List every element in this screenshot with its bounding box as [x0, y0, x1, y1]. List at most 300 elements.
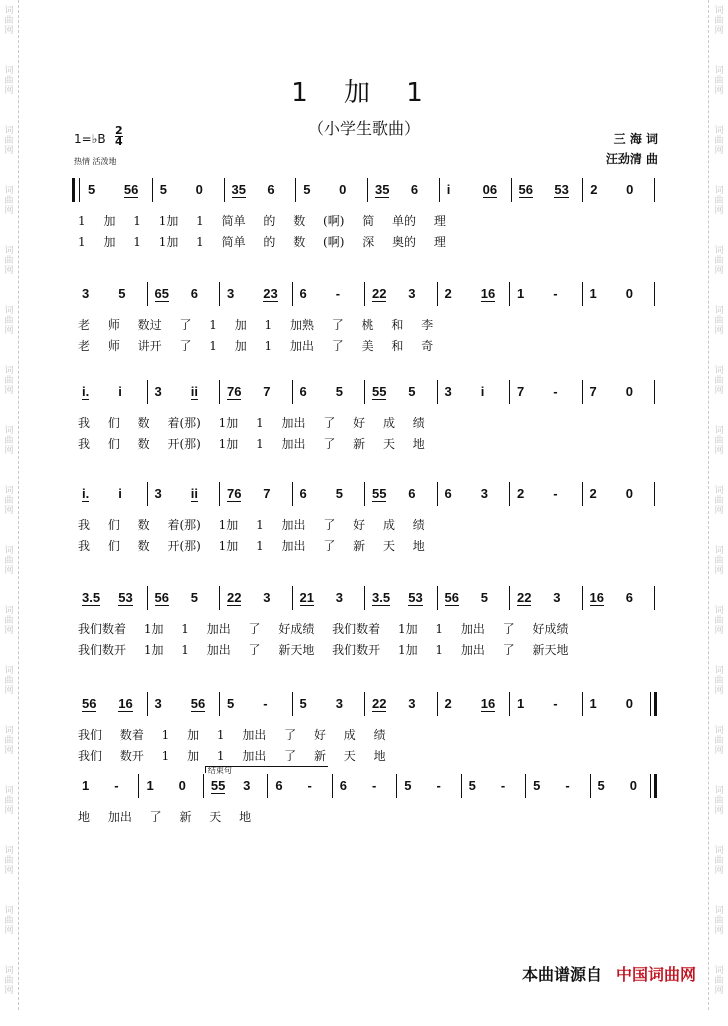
watermark-char: 曲 [4, 856, 14, 866]
final-barline [650, 774, 657, 798]
watermark-char: 曲 [714, 856, 724, 866]
note: 56 [154, 590, 169, 605]
watermark-char: 曲 [4, 196, 14, 206]
watermark-char: 曲 [4, 76, 14, 86]
barline [437, 692, 438, 716]
note: 5 [88, 182, 96, 197]
watermark-char: 词 [4, 906, 14, 916]
score-row [72, 480, 662, 553]
watermark-group [712, 966, 726, 996]
watermark-group [712, 486, 726, 516]
barline [267, 774, 268, 798]
watermark-char: 词 [714, 426, 724, 436]
note: 3 [243, 778, 251, 793]
barline [654, 178, 655, 202]
watermark-char: 词 [714, 546, 724, 556]
watermark-char: 词 [714, 246, 724, 256]
watermark-char: 网 [4, 446, 14, 456]
staff-line [72, 690, 662, 718]
watermark-char: 曲 [714, 76, 724, 86]
note: i [118, 384, 122, 399]
page-subtitle: （小学生歌曲） [307, 119, 420, 138]
lyric-line: 我们 数着 1 加 1 加出 了 好 成 绩 [78, 728, 386, 742]
score-row [72, 766, 662, 824]
lyric-line: 我们数着 1加 1 加出 了 好成绩 我们数着 1加 1 加出 了 好成绩 [78, 622, 569, 636]
watermark-char: 词 [4, 666, 14, 676]
watermark-char: 词 [714, 186, 724, 196]
watermark-char: 词 [714, 666, 724, 676]
watermark-char: 词 [714, 66, 724, 76]
note: 2 [444, 286, 452, 301]
note: - [372, 778, 377, 793]
watermark-char: 曲 [714, 256, 724, 266]
watermark-char: 网 [714, 386, 724, 396]
note: i. [82, 486, 90, 501]
lyric-line: 我们 数开 1 加 1 加出 了 新 天 地 [78, 749, 386, 763]
note: 35 [375, 182, 390, 197]
barline [396, 774, 397, 798]
watermark-group [2, 906, 16, 936]
barline [295, 178, 296, 202]
note: 3 [154, 384, 162, 399]
note: i [446, 182, 451, 197]
barline [437, 586, 438, 610]
barline [509, 692, 510, 716]
note: 5 [404, 778, 412, 793]
note: 06 [482, 182, 498, 197]
watermark-group [2, 6, 16, 36]
barline [292, 482, 293, 506]
watermark-char: 网 [4, 986, 14, 996]
watermark-char: 网 [714, 986, 724, 996]
watermark-char: 词 [4, 426, 14, 436]
note: 5 [159, 182, 167, 197]
watermark-group [2, 966, 16, 996]
watermark-group [2, 246, 16, 276]
note: 55 [210, 778, 226, 793]
barline [509, 380, 510, 404]
note: 5 [335, 384, 343, 399]
note: 22 [517, 590, 532, 605]
barline [461, 774, 462, 798]
note: 0 [178, 778, 186, 793]
lyric-line: 1 加 1 1加 1 简单 的 数 (啊) 简 单的 理 [78, 214, 446, 228]
watermark-group [2, 786, 16, 816]
watermark-char: 词 [4, 546, 14, 556]
lyric-line: 老 师 数过 了 1 加 1 加熟 了 桃 和 李 [78, 318, 434, 332]
watermark-char: 词 [4, 486, 14, 496]
watermark-char: 网 [714, 686, 724, 696]
note: ii [190, 384, 198, 399]
barline [147, 586, 148, 610]
watermark-group [712, 786, 726, 816]
note: 0 [625, 384, 633, 399]
note: 0 [626, 182, 634, 197]
watermark-char: 网 [714, 746, 724, 756]
note: 5 [299, 696, 307, 711]
note: - [553, 486, 558, 501]
barline [147, 692, 148, 716]
watermark-char: 网 [714, 926, 724, 936]
barline [138, 774, 139, 798]
barline [654, 586, 655, 610]
watermark-char: 曲 [714, 496, 724, 506]
note: 16 [118, 696, 133, 711]
note: 0 [629, 778, 637, 793]
note: 0 [625, 286, 633, 301]
barline [509, 482, 510, 506]
tempo-marking: 热情 活泼地 [74, 157, 117, 166]
note: 5 [118, 286, 126, 301]
note: 7 [263, 486, 271, 501]
footer-prefix: 本曲谱源自 [521, 965, 602, 984]
watermark-group [712, 426, 726, 456]
time-signature [115, 126, 123, 147]
note: 55 [372, 384, 387, 399]
note: 1 [517, 286, 525, 301]
barline [654, 482, 655, 506]
note: 16 [589, 590, 604, 605]
note: 53 [118, 590, 133, 605]
watermark-char: 曲 [4, 736, 14, 746]
note: 0 [195, 182, 203, 197]
note: 5 [190, 590, 198, 605]
repeat-start-barline [72, 178, 80, 202]
watermark-char: 词 [4, 6, 14, 16]
barline [437, 482, 438, 506]
watermark-char: 网 [4, 146, 14, 156]
note: 1 [517, 696, 525, 711]
watermark-char: 网 [4, 806, 14, 816]
watermark-char: 网 [714, 326, 724, 336]
watermark-char: 曲 [4, 976, 14, 986]
watermark-char: 词 [714, 846, 724, 856]
watermark-group [2, 606, 16, 636]
note: 35 [231, 182, 246, 197]
note: ii [190, 486, 198, 501]
note: 6 [267, 182, 275, 197]
barline [219, 692, 220, 716]
watermark-char: 曲 [4, 436, 14, 446]
barline [219, 282, 220, 306]
note: 6 [299, 286, 307, 301]
watermark-char: 网 [714, 866, 724, 876]
watermark-char: 曲 [4, 496, 14, 506]
watermark-char: 曲 [714, 136, 724, 146]
watermark-char: 词 [4, 306, 14, 316]
watermark-char: 曲 [714, 316, 724, 326]
score-row [72, 176, 662, 249]
watermark-char: 词 [714, 126, 724, 136]
source-footer [522, 962, 696, 985]
watermark-group [2, 306, 16, 336]
watermark-group [2, 426, 16, 456]
watermark-char: 曲 [714, 676, 724, 686]
watermark-char: 曲 [714, 976, 724, 986]
note: 6 [444, 486, 452, 501]
note: i [480, 384, 485, 399]
note: 76 [227, 384, 242, 399]
note: 3 [553, 590, 561, 605]
final-barline [650, 692, 657, 716]
watermark-group [712, 186, 726, 216]
watermark-char: 曲 [4, 16, 14, 26]
lyric-line: 我们数开 1加 1 加出 了 新天地 我们数开 1加 1 加出 了 新天地 [78, 643, 569, 657]
watermark-group [712, 306, 726, 336]
score-row [72, 378, 662, 451]
watermark-char: 词 [714, 486, 724, 496]
note: 5 [597, 778, 605, 793]
watermark-group [712, 906, 726, 936]
watermark-char: 网 [714, 266, 724, 276]
watermark-char: 词 [4, 846, 14, 856]
note: 6 [339, 778, 347, 793]
watermark-char: 曲 [4, 316, 14, 326]
watermark-char: 网 [714, 446, 724, 456]
note: 5 [480, 590, 488, 605]
watermark-group [712, 6, 726, 36]
watermark-char: 曲 [4, 916, 14, 926]
barline [147, 380, 148, 404]
watermark-char: 词 [714, 906, 724, 916]
watermark-char: 曲 [4, 556, 14, 566]
watermark-char: 网 [714, 146, 724, 156]
key-signature: 1=♭B [74, 132, 106, 146]
barline [292, 692, 293, 716]
barline [219, 380, 220, 404]
barline [147, 482, 148, 506]
note: 6 [625, 590, 633, 605]
note: 2 [517, 486, 525, 501]
right-dashed-border [708, 0, 709, 1010]
watermark-char: 网 [4, 506, 14, 516]
barline [219, 586, 220, 610]
watermark-char: 词 [714, 6, 724, 16]
staff-line [72, 766, 662, 800]
lyric-line: 我 们 数 着(那) 1加 1 加出 了 好 成 绩 [78, 416, 425, 430]
left-dashed-border [18, 0, 19, 1010]
barline [364, 282, 365, 306]
watermark-char: 网 [4, 866, 14, 876]
note: 3 [154, 486, 162, 501]
barline [437, 282, 438, 306]
watermark-char: 曲 [714, 616, 724, 626]
note: - [500, 778, 506, 793]
lyricist-credit: 三 海 词 [613, 132, 658, 146]
barline [437, 380, 438, 404]
note: - [263, 696, 268, 711]
barline [654, 282, 655, 306]
watermark-char: 词 [4, 66, 14, 76]
note: 6 [410, 182, 419, 197]
note: 5 [303, 182, 311, 197]
watermark-char: 曲 [714, 16, 724, 26]
barline [152, 178, 153, 202]
watermark-char: 曲 [714, 736, 724, 746]
note: 3 [335, 696, 343, 711]
note: - [553, 384, 558, 399]
note: 22 [372, 696, 387, 711]
lyric-line: 我 们 数 开(那) 1加 1 加出 了 新 天 地 [78, 539, 425, 553]
note: 5 [468, 778, 476, 793]
note: 1 [589, 696, 597, 711]
note: 21 [299, 590, 314, 605]
barline [364, 692, 365, 716]
note: 7 [589, 384, 597, 399]
note: 16 [480, 286, 496, 301]
watermark-group [712, 546, 726, 576]
note: 65 [154, 286, 169, 301]
watermark-char: 词 [4, 966, 14, 976]
barline [582, 380, 583, 404]
note: - [565, 778, 570, 793]
ending-label: 结束句 [207, 766, 232, 775]
watermark-char: 网 [4, 386, 14, 396]
note: 6 [408, 486, 416, 501]
note: 2 [590, 182, 598, 197]
barline [582, 282, 583, 306]
ending-bracket [205, 766, 328, 773]
lyric-line: 老 师 讲开 了 1 加 1 加出 了 美 和 奇 [78, 339, 434, 353]
note: 1 [82, 778, 90, 793]
lyric-line: 1 加 1 1加 1 简单 的 数 (啊) 深 奥的 理 [78, 235, 446, 249]
note: 7 [263, 384, 271, 399]
watermark-char: 词 [714, 786, 724, 796]
note: 2 [444, 696, 452, 711]
watermark-char: 词 [4, 126, 14, 136]
watermark-char: 词 [714, 366, 724, 376]
watermark-char: 曲 [4, 256, 14, 266]
note: 22 [227, 590, 242, 605]
note: i [118, 486, 122, 501]
watermark-group [2, 366, 16, 396]
watermark-char: 曲 [4, 796, 14, 806]
watermark-char: 词 [714, 966, 724, 976]
staff-line [72, 176, 662, 204]
watermark-left-column [2, 0, 16, 1026]
watermark-char: 网 [714, 206, 724, 216]
note: 3 [263, 590, 271, 605]
score-row [72, 584, 662, 657]
note: 3.5 [82, 590, 101, 605]
watermark-char: 网 [4, 206, 14, 216]
barline [582, 178, 583, 202]
note: - [307, 778, 312, 793]
note: 23 [263, 286, 278, 301]
note: - [335, 286, 341, 301]
score-row [72, 690, 662, 763]
watermark-char: 网 [4, 626, 14, 636]
score-row [72, 280, 662, 353]
barline [219, 482, 220, 506]
note: 56 [123, 182, 139, 197]
note: 3 [408, 696, 416, 711]
barline [364, 482, 365, 506]
watermark-right-column [712, 0, 726, 1026]
watermark-group [2, 546, 16, 576]
note: 5 [533, 778, 541, 793]
note: 1 [589, 286, 597, 301]
barline [582, 692, 583, 716]
lyric-line: 我 们 数 着(那) 1加 1 加出 了 好 成 绩 [78, 518, 425, 532]
barline [203, 774, 204, 798]
note: 6 [299, 384, 307, 399]
barline [367, 178, 368, 202]
watermark-char: 网 [4, 686, 14, 696]
note: 2 [589, 486, 597, 501]
time-signature-bottom: 4 [115, 135, 123, 148]
time-signature-top: 2 [115, 124, 123, 137]
note: 53 [554, 182, 569, 197]
note: 0 [339, 182, 347, 197]
watermark-char: 词 [4, 366, 14, 376]
watermark-char: 词 [4, 786, 14, 796]
watermark-group [712, 606, 726, 636]
note: 6 [190, 286, 198, 301]
watermark-group [712, 366, 726, 396]
note: 5 [408, 384, 416, 399]
watermark-char: 网 [714, 506, 724, 516]
watermark-char: 曲 [4, 136, 14, 146]
note: 16 [480, 696, 496, 711]
note: 7 [517, 384, 525, 399]
barline [511, 178, 512, 202]
barline [332, 774, 333, 798]
staff-line [72, 378, 662, 406]
barline [147, 282, 148, 306]
watermark-char: 词 [714, 606, 724, 616]
barline [525, 774, 526, 798]
watermark-char: 词 [4, 726, 14, 736]
watermark-char: 词 [714, 726, 724, 736]
note: 6 [299, 486, 307, 501]
watermark-char: 词 [4, 246, 14, 256]
note: 0 [625, 696, 633, 711]
barline [654, 380, 655, 404]
barline [292, 282, 293, 306]
note: 22 [372, 286, 387, 301]
watermark-char: 曲 [714, 796, 724, 806]
note: - [114, 778, 119, 793]
watermark-char: 词 [4, 606, 14, 616]
note: 56 [444, 590, 459, 605]
note: 3 [444, 384, 452, 399]
note: 56 [190, 696, 206, 711]
note: 76 [227, 486, 242, 501]
watermark-char: 网 [4, 86, 14, 96]
watermark-char: 网 [714, 26, 724, 36]
watermark-char: 曲 [714, 436, 724, 446]
note: 55 [372, 486, 387, 501]
note: 6 [275, 778, 283, 793]
watermark-group [712, 246, 726, 276]
note: 1 [146, 778, 154, 793]
note: 3 [82, 286, 90, 301]
note: 3 [408, 286, 416, 301]
lyric-line: 地 加出 了 新 天 地 [78, 810, 252, 824]
barline [364, 586, 365, 610]
barline [590, 774, 591, 798]
note: 5 [227, 696, 235, 711]
watermark-group [2, 486, 16, 516]
composer-credit: 汪劲清 曲 [605, 152, 658, 166]
watermark-char: 网 [714, 566, 724, 576]
note: 3 [335, 590, 343, 605]
watermark-group [712, 846, 726, 876]
note: 56 [82, 696, 97, 711]
watermark-char: 曲 [4, 616, 14, 626]
barline [292, 586, 293, 610]
